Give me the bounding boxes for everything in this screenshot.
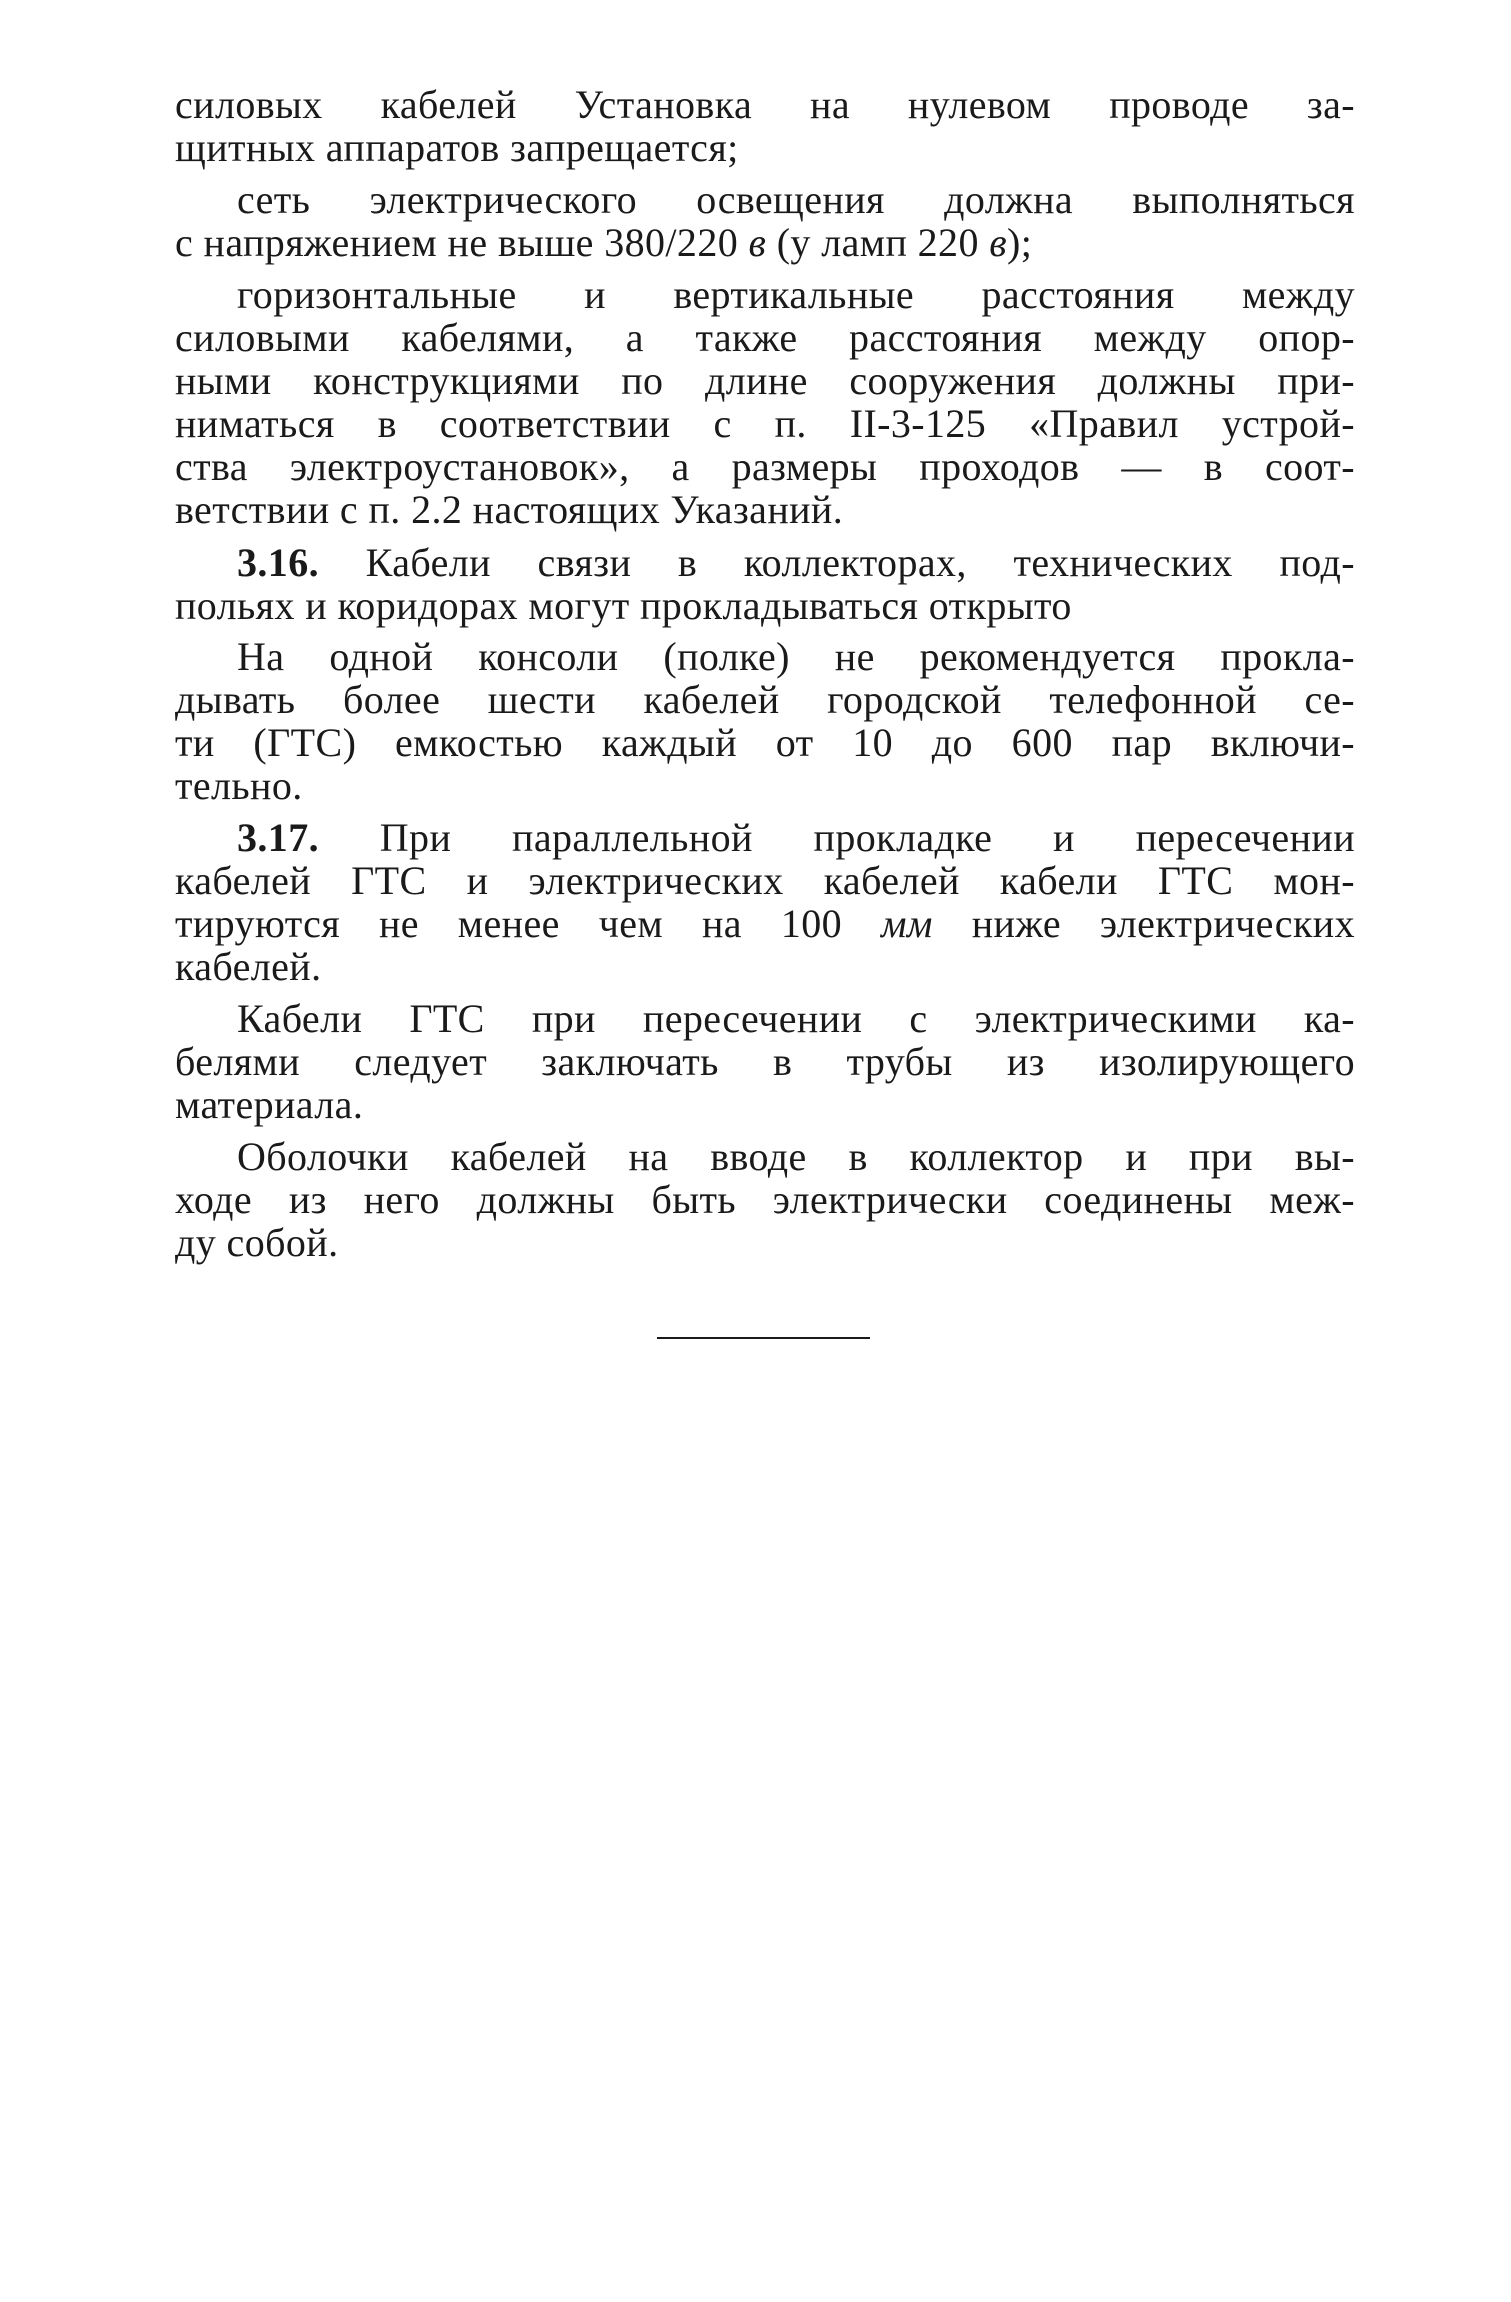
text-run: тируются не менее чем на 100 <box>175 901 881 946</box>
text-run: (у ламп 220 <box>766 220 990 265</box>
text-line: ти (ГТС) емкостью каждый от 10 до 600 пар включи- <box>175 720 1355 765</box>
text-run: с напряжением не выше 380/220 <box>175 220 739 265</box>
text-line: ветствии с п. 2.2 настоящих Указаний. <box>175 487 844 532</box>
text-line: сеть электрического освещения должна выполняться <box>237 177 1355 222</box>
text-line: кабелей ГТС и электрических кабелей кабели ГТС мон- <box>175 858 1355 903</box>
text-line: Оболочки кабелей на вводе в коллектор и при вы- <box>237 1134 1355 1179</box>
text-line: ду собой. <box>175 1220 339 1265</box>
text-run: При параллельной прокладке и пересечении <box>319 815 1355 860</box>
text-line <box>237 815 1355 861</box>
section-number: 3.17. <box>237 815 319 860</box>
text-line: польях и коридорах могут прокладываться открыто <box>175 583 1072 628</box>
text-line <box>175 220 1032 266</box>
text-line: ства электроустановок», а размеры проходов — в соот- <box>175 444 1355 489</box>
unit-mm: мм <box>880 901 933 946</box>
text-line: горизонтальные и вертикальные расстояния между <box>237 272 1355 317</box>
text-line: Кабели ГТС при пересечении с электрическими ка- <box>237 996 1355 1041</box>
text-line: белями следует заключать в трубы из изолирующего <box>175 1039 1355 1084</box>
text-line: тельно. <box>175 763 303 808</box>
text-line: На одной консоли (полке) не рекомендуется прокла- <box>237 634 1355 679</box>
section-number: 3.16. <box>237 540 319 585</box>
text-run: Кабели связи в коллекторах, технических под- <box>319 540 1355 585</box>
end-divider <box>657 1337 870 1339</box>
text-line: щитных аппаратов запрещается; <box>175 125 739 170</box>
text-line: материала. <box>175 1082 364 1127</box>
text-line: дывать более шести кабелей городской телефонной се- <box>175 677 1355 722</box>
text-line <box>175 901 1355 947</box>
text-line: силовыми кабелями, а также расстояния между опор- <box>175 315 1355 360</box>
text-run: ); <box>1007 220 1033 265</box>
text-line <box>237 540 1355 586</box>
text-line: ными конструкциями по длине сооружения должны при- <box>175 358 1355 403</box>
text-line: кабелей. <box>175 944 322 989</box>
text-run: ниже электрических <box>932 901 1355 946</box>
text-line: силовых кабелей Установка на нулевом проводе за- <box>175 82 1355 127</box>
unit-volt: в <box>989 220 1008 265</box>
text-line: ходе из него должны быть электрически соединены меж- <box>175 1177 1355 1222</box>
unit-volt: в <box>748 220 767 265</box>
text-line: ниматься в соответствии с п. II-3-125 «Правил устрой- <box>175 401 1355 446</box>
